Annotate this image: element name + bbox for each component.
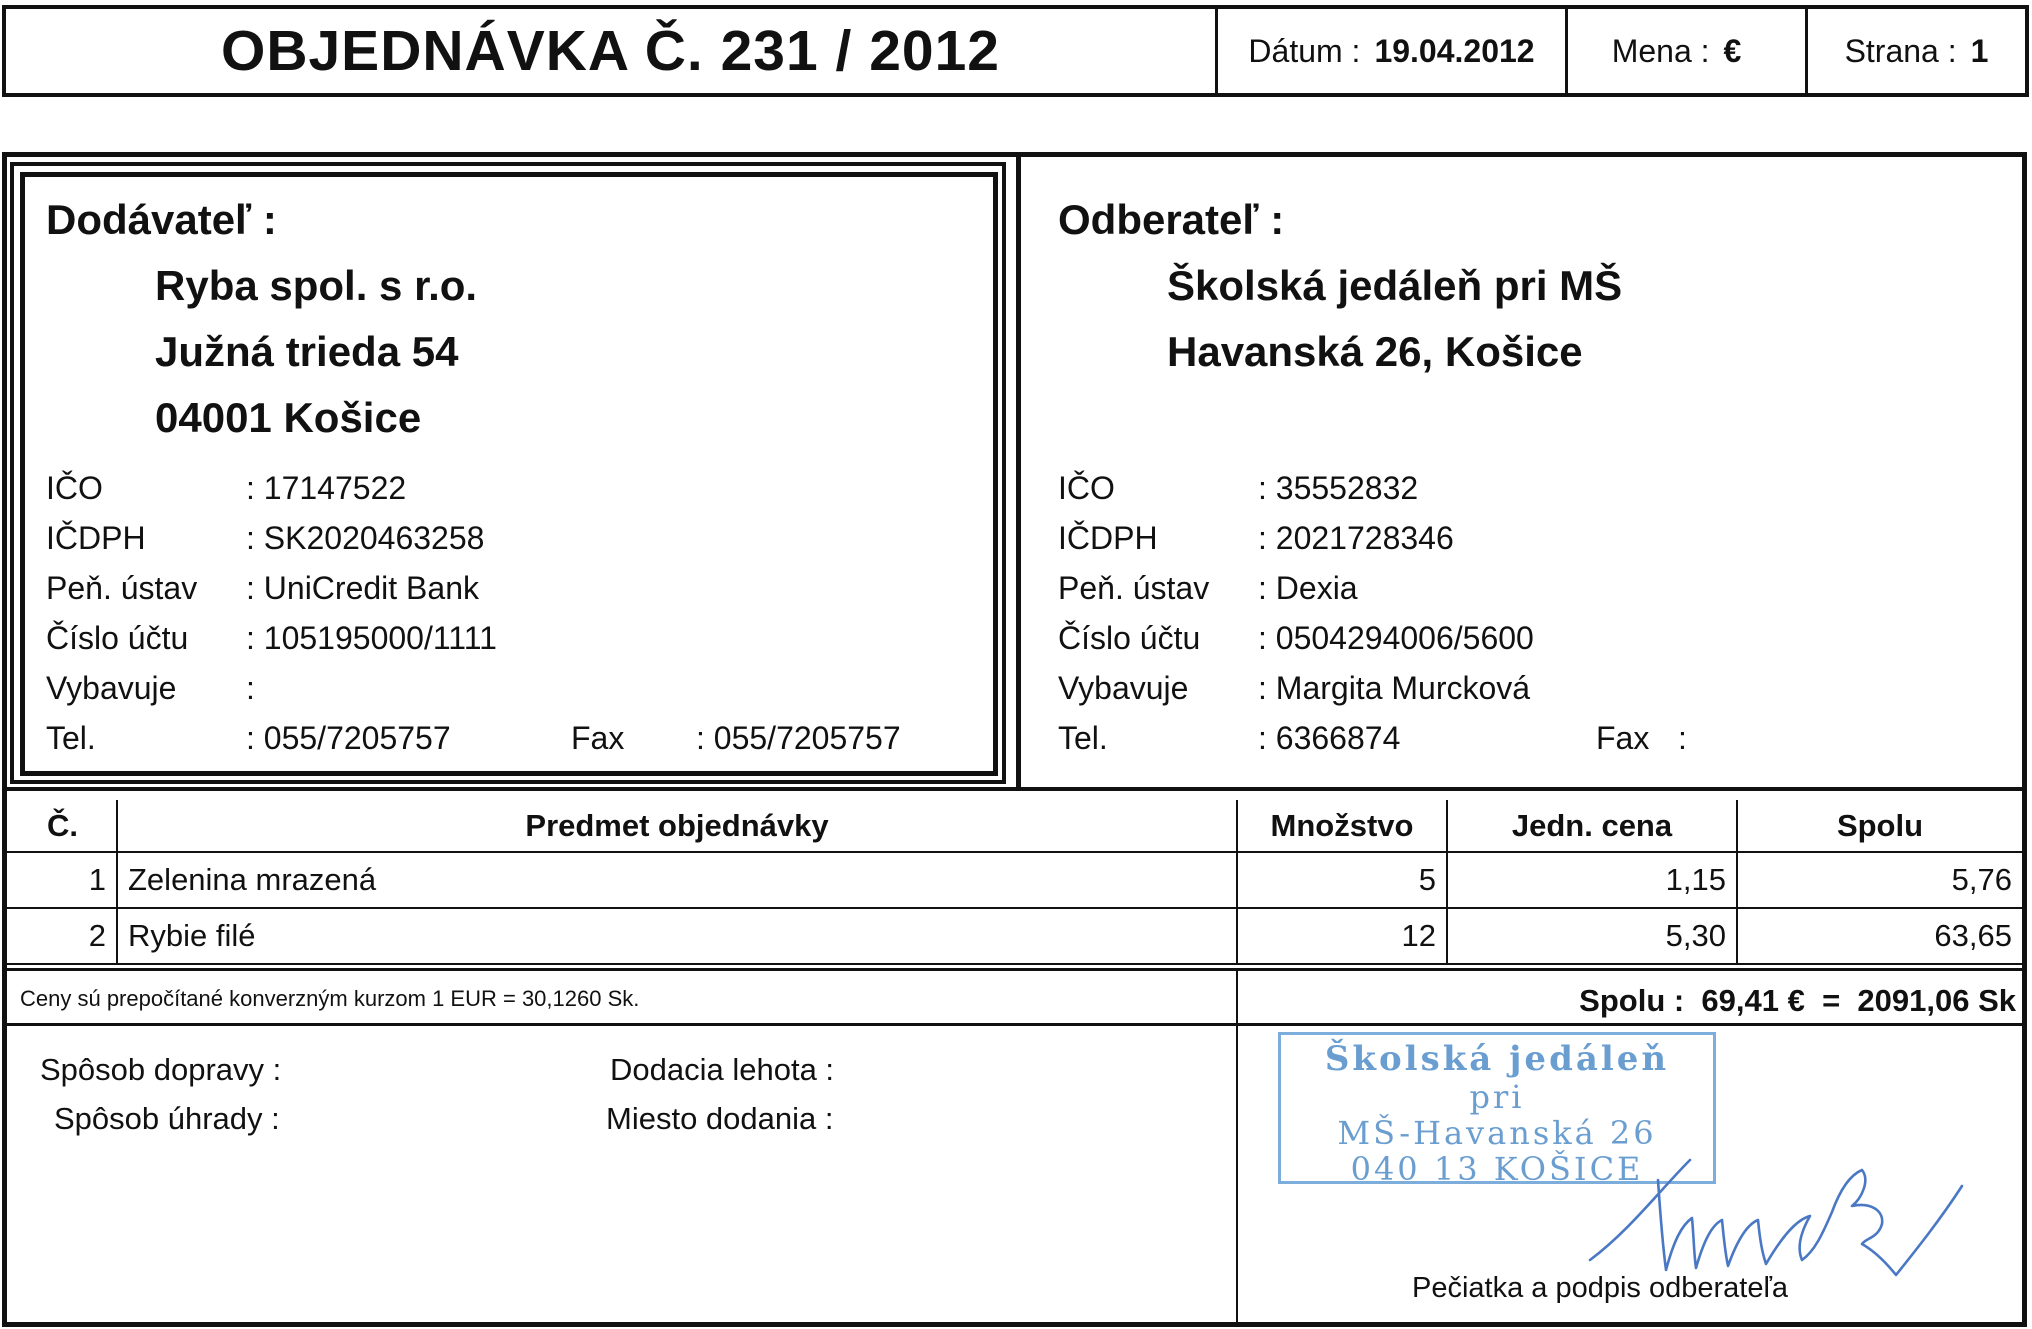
customer-account-label: Číslo účtu bbox=[1058, 620, 1201, 656]
col-number-header: Č. bbox=[7, 800, 117, 852]
signature-icon bbox=[1570, 1120, 2000, 1290]
supplier-tel-label: Tel. bbox=[46, 720, 96, 756]
table-header-row bbox=[7, 800, 2022, 852]
signature-caption: Pečiatka a podpis odberateľa bbox=[1412, 1272, 1789, 1304]
customer-bank-label: Peň. ústav bbox=[1058, 570, 1210, 606]
customer-fax-label: Fax bbox=[1596, 720, 1650, 756]
supplier-bank-value: : UniCredit Bank bbox=[246, 570, 479, 606]
table-row bbox=[7, 908, 2022, 964]
supplier-city: 04001 Košice bbox=[155, 394, 422, 441]
row-unit-price: 5,30 bbox=[1447, 908, 1737, 964]
customer-title: Odberateľ : bbox=[1058, 196, 1285, 243]
page-label: Strana : bbox=[1844, 32, 1957, 69]
row-number: 1 bbox=[7, 852, 117, 908]
col-unit-price-header: Jedn. cena bbox=[1447, 800, 1737, 852]
supplier-account-value: : 105195000/1111 bbox=[246, 620, 497, 656]
row-number: 2 bbox=[7, 908, 117, 964]
order-title: OBJEDNÁVKA Č. 231 / 2012 bbox=[220, 19, 1001, 83]
row-quantity: 5 bbox=[1237, 852, 1447, 908]
supplier-title: Dodávateľ : bbox=[46, 196, 277, 243]
row-total: 5,76 bbox=[1737, 852, 2022, 908]
supplier-icdph-value: : SK2020463258 bbox=[246, 520, 485, 556]
currency-label: Mena : bbox=[1611, 32, 1710, 69]
transport-label: Spôsob dopravy : bbox=[40, 1052, 282, 1087]
supplier-tel-value: : 055/7205757 bbox=[246, 720, 451, 756]
customer-tel-label: Tel. bbox=[1058, 720, 1108, 756]
date-value: 19.04.2012 bbox=[1374, 32, 1535, 69]
delivery-place-label: Miesto dodania : bbox=[606, 1101, 834, 1136]
currency-field bbox=[1565, 9, 1805, 93]
customer-address: Havanská 26, Košice bbox=[1167, 328, 1583, 375]
row-unit-price: 1,15 bbox=[1447, 852, 1737, 908]
supplier-street: Južná trieda 54 bbox=[155, 328, 459, 375]
row-subject: Rybie filé bbox=[117, 908, 1237, 964]
customer-tel-value: : 6366874 bbox=[1258, 720, 1401, 756]
customer-handler-label: Vybavuje bbox=[1058, 670, 1189, 706]
party-table-divider bbox=[7, 787, 2022, 791]
supplier-ico-label: IČO bbox=[46, 470, 103, 506]
supplier-ico-value: : 17147522 bbox=[246, 470, 407, 506]
customer-ico-label: IČO bbox=[1058, 470, 1115, 506]
supplier-icdph-label: IČDPH bbox=[46, 520, 146, 556]
supplier-handler-value: : bbox=[246, 670, 255, 706]
grand-total: Spolu : 69,41 € = 2091,06 Sk bbox=[1579, 983, 2016, 1018]
delivery-term-label: Dodacia lehota : bbox=[610, 1052, 835, 1087]
supplier-fax-value: : 055/7205757 bbox=[696, 720, 901, 756]
customer-icdph-value: : 2021728346 bbox=[1258, 520, 1454, 556]
payment-label: Spôsob úhrady : bbox=[54, 1101, 280, 1136]
page-field bbox=[1805, 9, 2025, 93]
date-label: Dátum : bbox=[1248, 32, 1361, 69]
row-total: 63,65 bbox=[1737, 908, 2022, 964]
page-value: 1 bbox=[1970, 32, 1989, 69]
col-subject-header: Predmet objednávky bbox=[117, 800, 1237, 852]
customer-icdph-label: IČDPH bbox=[1058, 520, 1158, 556]
row-subject: Zelenina mrazená bbox=[117, 852, 1237, 908]
conversion-note: Ceny sú prepočítané konverzným kurzom 1 EUR = 30,1260 Sk. bbox=[20, 986, 640, 1011]
supplier-name: Ryba spol. s r.o. bbox=[155, 262, 478, 309]
supplier-account-label: Číslo účtu bbox=[46, 620, 189, 656]
table-row bbox=[7, 852, 2022, 908]
stamp-line-2: pri bbox=[1469, 1078, 1525, 1116]
customer-account-value: : 0504294006/5600 bbox=[1258, 620, 1534, 656]
row-quantity: 12 bbox=[1237, 908, 1447, 964]
supplier-fax-label: Fax bbox=[571, 720, 625, 756]
col-total-header: Spolu bbox=[1737, 800, 2022, 852]
customer-handler-value: : Margita Murcková bbox=[1258, 670, 1531, 706]
date-field bbox=[1215, 9, 1565, 93]
col-quantity-header: Množstvo bbox=[1237, 800, 1447, 852]
stamp-line-1: Školská jedáleň bbox=[1324, 1039, 1670, 1079]
customer-ico-value: : 35552832 bbox=[1258, 470, 1419, 506]
customer-bank-value: : Dexia bbox=[1258, 570, 1358, 606]
supplier-bank-label: Peň. ústav bbox=[46, 570, 198, 606]
customer-name: Školská jedáleň pri MŠ bbox=[1167, 262, 1623, 309]
customer-fax-value: : bbox=[1678, 720, 1687, 756]
order-header bbox=[2, 5, 2029, 97]
footer-column-divider bbox=[1236, 968, 1238, 1326]
party-divider bbox=[1016, 157, 1021, 787]
stamp-line-4: 040 13 KOŠICE bbox=[1350, 1150, 1644, 1188]
supplier-handler-label: Vybavuje bbox=[46, 670, 177, 706]
currency-value: € bbox=[1723, 32, 1742, 69]
stamp-line-3: MŠ-Havanská 26 bbox=[1337, 1114, 1657, 1152]
order-items-table bbox=[7, 800, 2022, 965]
